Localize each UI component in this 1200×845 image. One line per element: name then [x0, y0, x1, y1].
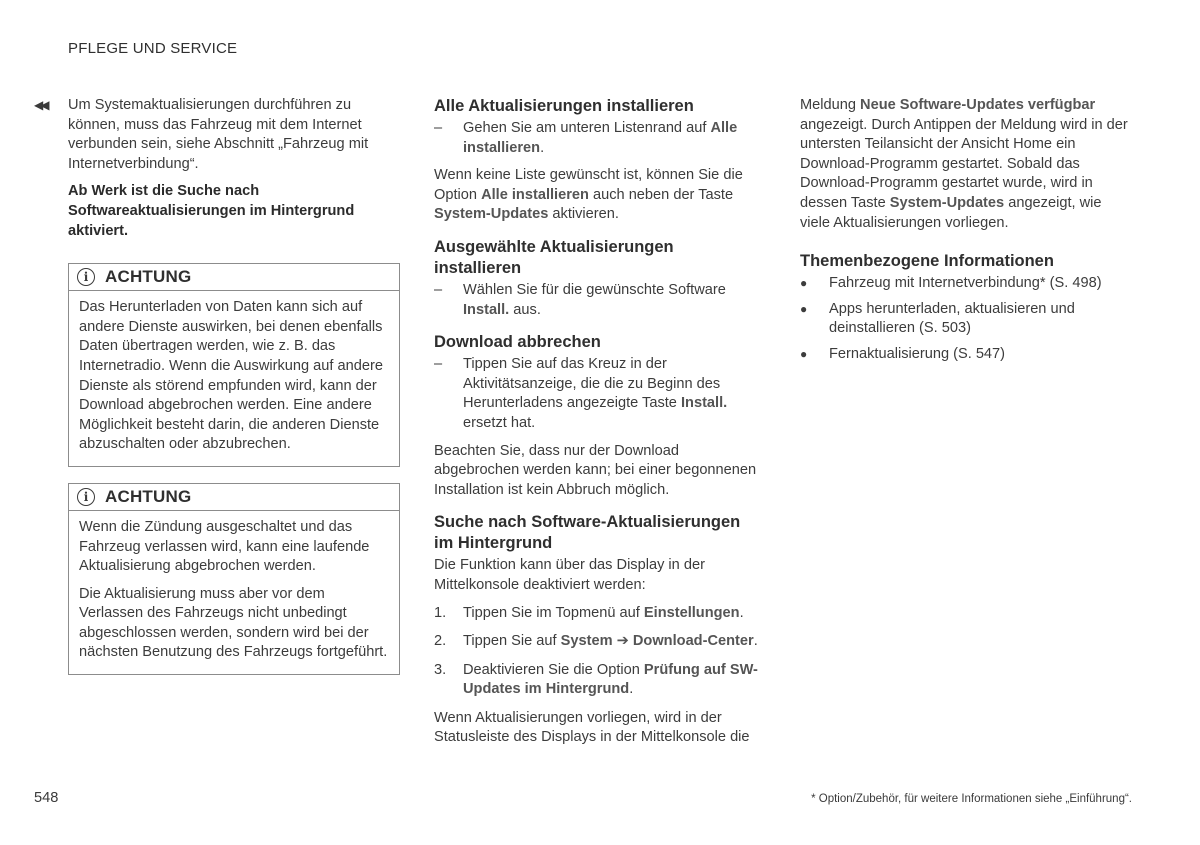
- default-setting-note: Ab Werk ist die Suche nach Softwareaktualisierungen im Hintergrund aktiviert.: [68, 183, 355, 239]
- ui-keyword: Alle installieren: [481, 186, 589, 203]
- warning-box-2: [68, 483, 400, 675]
- step-item: [434, 281, 764, 320]
- warning-body: [69, 291, 399, 466]
- ui-keyword: Install.: [463, 301, 510, 318]
- page-header: PFLEGE UND SERVICE: [68, 40, 238, 57]
- step-number: 1.: [434, 604, 447, 621]
- ui-keyword: System ➔ Download-Center: [560, 633, 754, 650]
- warning-text: Die Aktualisierung muss aber vor dem Verlassen des Fahrzeugs nicht unbedingt abgeschlossen werden, sondern wird bei der nächsten Benutzung des Fahrzeugs fortgeführt.: [79, 585, 388, 661]
- ui-keyword: Install.: [680, 395, 728, 412]
- ui-keyword: Neue Software-Updates verfügbar: [860, 97, 1096, 113]
- warning-title: ACHTUNG: [105, 486, 192, 506]
- section-background-search: [434, 512, 764, 748]
- step-number: 2.: [434, 633, 447, 650]
- section-paragraph: Beachten Sie, dass nur der Download abgebrochen werden kann; bei einer begonnenen Installation ist kein Abbruch möglich.: [434, 442, 757, 498]
- section-heading: Ausgewählte Aktualisierungen installieren: [434, 237, 674, 277]
- dash-marker: –: [434, 356, 443, 373]
- numbered-step: [434, 632, 764, 652]
- section-heading: Download abbrechen: [434, 333, 601, 352]
- related-link-item[interactable]: [800, 274, 1132, 294]
- dash-marker: –: [434, 120, 443, 136]
- step-text: Wählen Sie für die gewünschte Software Install. aus.: [463, 281, 726, 318]
- step-item: [434, 355, 764, 433]
- related-link-text[interactable]: Fahrzeug mit Internetverbindung* (S. 498): [829, 275, 1102, 292]
- warning-title: ACHTUNG: [105, 267, 192, 287]
- section-install-all: [434, 96, 764, 225]
- related-link-item[interactable]: [800, 345, 1132, 365]
- step-text: Gehen Sie am unteren Listenrand auf Alle installieren.: [463, 120, 738, 156]
- column-left: [68, 96, 400, 675]
- warning-header: [69, 484, 399, 511]
- section-heading: Suche nach Software-Aktualisierungen im Hintergrund: [434, 513, 741, 553]
- warning-header: [69, 264, 399, 291]
- column-right: [800, 96, 1132, 371]
- footnote: * Option/Zubehör, für weitere Informationen siehe „Einführung“.: [811, 793, 1132, 805]
- numbered-step: [434, 661, 764, 700]
- warning-text: Wenn die Zündung ausgeschaltet und das Fahrzeug verlassen wird, kann eine laufende Aktualisierung abgebrochen werden.: [79, 518, 370, 575]
- ui-keyword: System-Updates: [434, 206, 549, 223]
- info-icon: i: [77, 488, 95, 506]
- ui-keyword: Alle installieren: [463, 120, 738, 156]
- section-paragraph: Die Funktion kann über das Display in der Mittelkonsole deaktiviert werden:: [434, 557, 705, 593]
- ui-keyword: Prüfung auf SW-Updates im Hintergrund: [463, 661, 758, 698]
- section-paragraph: Wenn Aktualisierungen vorliegen, wird in der Statusleiste des Displays in der Mittelkonsole die: [434, 709, 750, 746]
- bullet-icon: ●: [800, 346, 808, 361]
- step-text: Deaktivieren Sie die Option Prüfung auf SW-Updates im Hintergrund.: [463, 661, 758, 698]
- step-text: Tippen Sie auf das Kreuz in der Aktivitätsanzeige, die die zu Beginn des Herunterladens angezeigte Taste Install. ersetzt hat.: [463, 356, 728, 431]
- double-left-arrow-icon: ◀◀: [34, 98, 47, 112]
- section-cancel-download: [434, 332, 764, 500]
- warning-box-1: [68, 263, 400, 467]
- ui-keyword: Einstellungen: [643, 604, 740, 621]
- warning-body: [69, 511, 399, 674]
- step-item: [434, 119, 764, 158]
- bullet-icon: ●: [800, 276, 808, 291]
- step-text: Tippen Sie im Topmenü auf Einstellungen.: [463, 604, 744, 621]
- info-icon: i: [77, 268, 95, 286]
- step-number: 3.: [434, 661, 447, 678]
- continued-paragraph: Meldung Neue Software-Updates verfügbar angezeigt. Durch Antippen der Meldung wird in der untersten Teilansicht der Ansicht Home ein Download-Programm gestartet. Sobald das Download-Programm gestartet wurde, wird in dessen Taste System-Updates angezeigt, wie viele Aktualisierungen vorliegen.: [800, 97, 1128, 231]
- section-install-selected: [434, 237, 764, 320]
- numbered-step: [434, 604, 764, 624]
- dash-marker: –: [434, 281, 443, 298]
- related-info-heading: Themenbezogene Informationen: [800, 252, 1054, 271]
- section-heading: Alle Aktualisierungen installieren: [434, 97, 694, 115]
- intro-paragraph: Um Systemaktualisierungen durchführen zu können, muss das Fahrzeug mit dem Internet verbunden sein, siehe Abschnitt „Fahrzeug mit Internetverbindung“.: [68, 97, 369, 172]
- related-link-text[interactable]: Apps herunterladen, aktualisieren und deinstallieren (S. 503): [829, 300, 1075, 337]
- related-link-item[interactable]: [800, 300, 1132, 339]
- ui-keyword: System-Updates: [889, 194, 1005, 211]
- bullet-icon: ●: [800, 301, 808, 316]
- step-text: Tippen Sie auf System ➔ Download-Center.: [463, 633, 758, 650]
- column-middle: [434, 96, 764, 760]
- related-link-text[interactable]: Fernaktualisierung (S. 547): [829, 345, 1006, 362]
- section-paragraph: Wenn keine Liste gewünscht ist, können Sie die Option Alle installieren auch neben der Taste System-Updates aktivieren.: [434, 167, 743, 223]
- warning-text: Das Herunterladen von Daten kann sich auf andere Dienste auswirken, bei denen ebenfalls Daten übertragen werden, wie z. B. das Internetradio. Wenn die Auswirkung auf andere Dienste als störend empfunden wird, kann der Download abgebrochen werden. Eine andere Möglichkeit besteht darin, die anderen Dienste abzuschalten oder abzubrechen.: [79, 299, 383, 453]
- page-number: 548: [34, 790, 59, 806]
